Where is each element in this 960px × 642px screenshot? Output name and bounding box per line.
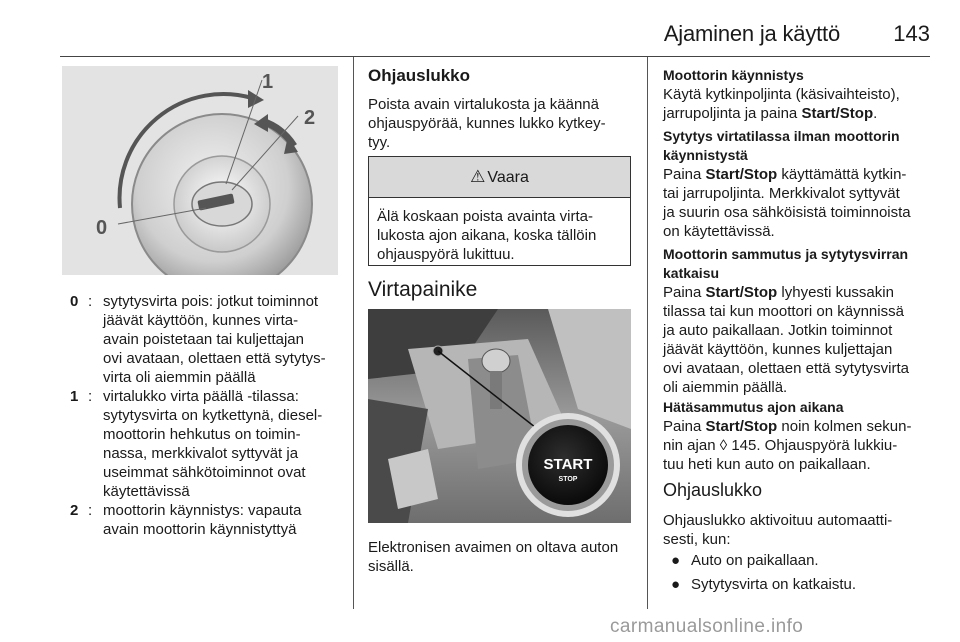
legend-colon: : — [88, 293, 93, 310]
text-line — [663, 283, 938, 302]
warning-line: ohjauspyörä lukittuu. — [377, 246, 515, 263]
legend-line: sytytysvirta pois: jotkut toiminnot — [103, 293, 319, 310]
page-reference-icon[interactable]: ◊ — [719, 437, 728, 454]
stop-button-label: STOP — [558, 476, 578, 483]
power-button-heading: Virtapainike — [368, 278, 478, 301]
warning-header — [369, 157, 630, 198]
text-span: Paina — [663, 284, 702, 301]
start-stop-console-photo — [368, 309, 631, 523]
text-span: noin kolmen sekun- — [781, 418, 912, 435]
text-line: ja auto paikallaan. Jotkin toiminnot — [663, 322, 893, 339]
paragraph-line: ohjauspyörää, kunnes lukko kytkey- — [368, 115, 606, 132]
ignition-no-engine-heading — [663, 127, 938, 165]
start-button-label: START — [543, 456, 593, 473]
text-line: oli aiemmin päällä. — [663, 379, 788, 396]
legend-line: sytytysvirta on kytkettynä, diesel- — [103, 407, 323, 424]
legend-line: avain poistetaan tai kuljettajan — [103, 331, 304, 348]
text-line: jäävät käyttöön, kunnes kuljettajan — [663, 341, 893, 358]
legend-line: avain moottorin käynnistyttyä — [103, 521, 297, 538]
engine-start-text — [663, 85, 933, 123]
ignition-label-0: 0 — [96, 217, 108, 239]
column-divider-right — [647, 57, 648, 609]
legend-description — [103, 387, 343, 501]
steering-lock-heading: Ohjauslukko — [368, 66, 471, 85]
legend-line: nassa, merkkivalot syttyvät ja — [103, 445, 299, 462]
text-span: käyttämättä kytkin- — [781, 166, 907, 183]
page-number: 143 — [893, 21, 930, 46]
engine-start-heading: Moottorin käynnistys — [663, 67, 804, 83]
text-line: ovi avataan, olettaen että sytytysvirta — [663, 360, 909, 377]
text-span: Paina — [663, 418, 702, 435]
heading-line: käynnistystä — [663, 147, 748, 163]
start-stop-term: Start/Stop — [705, 166, 778, 183]
console-caption — [368, 538, 638, 576]
text-line — [663, 417, 938, 436]
caption-line: Elektronisen avaimen on oltava auton — [368, 539, 619, 556]
legend-description — [103, 501, 343, 539]
legend-line: virtalukko virta päällä -tilassa: — [103, 388, 299, 405]
legend-line: jäävät käyttöön, kunnes virta- — [103, 312, 299, 329]
legend-description — [103, 292, 343, 387]
text-span: lyhyesti kussakin — [781, 284, 894, 301]
legend-line: virta oli aiemmin päällä — [103, 369, 256, 386]
header-divider — [60, 56, 930, 57]
heading-line: Sytytys virtatilassa ilman moottorin — [663, 128, 900, 144]
heading-line: Moottorin sammutus ja sytytysvirran — [663, 246, 909, 262]
start-stop-term: Start/Stop — [705, 284, 778, 301]
text-line: tai jarrupoljinta. Merkkivalot syttyvät — [663, 185, 900, 202]
ignition-switch-illustration — [62, 66, 338, 275]
caption-line: sisällä. — [368, 558, 414, 575]
ignition-label-1: 1 — [262, 71, 274, 93]
legend-colon: : — [88, 388, 93, 405]
emergency-shutdown-heading: Hätäsammutus ajon aikana — [663, 399, 844, 415]
text-line: tuu heti kun auto on paikallaan. — [663, 456, 871, 473]
paragraph-line: tyy. — [368, 134, 391, 151]
engine-off-text — [663, 283, 938, 397]
warning-icon: ⚠ — [470, 167, 486, 186]
text-line: sesti, kun: — [663, 531, 731, 548]
text-span: Paina — [663, 166, 702, 183]
heading-line: katkaisu — [663, 265, 720, 281]
text-line — [663, 436, 938, 455]
text-line — [663, 165, 938, 184]
warning-title: Vaara — [487, 169, 529, 186]
warning-box — [368, 156, 631, 266]
legend-number: 2 — [70, 502, 79, 519]
legend-number: 0 — [70, 293, 79, 310]
legend-line: käytettävissä — [103, 483, 190, 500]
legend-line: ovi avataan, olettaen että sytytys- — [103, 350, 326, 367]
ignition-no-engine-text — [663, 165, 938, 241]
text-span: jarrupoljinta ja paina — [663, 105, 798, 122]
bullet-icon: ● — [671, 576, 681, 593]
ignition-label-2: 2 — [304, 107, 316, 129]
text-line — [663, 104, 933, 123]
page-header-title: Ajaminen ja käyttö — [663, 21, 840, 46]
steering-lock-auto-heading: Ohjauslukko — [663, 480, 763, 500]
legend-line: moottorin käynnistys: vapauta — [103, 502, 302, 519]
warning-body — [369, 198, 630, 264]
ignition-switch-drawing — [62, 66, 338, 275]
start-stop-term: Start/Stop — [705, 418, 778, 435]
bullet-icon: ● — [671, 552, 681, 569]
text-line: Ohjauslukko aktivoituu automaatti- — [663, 512, 893, 529]
legend-line: moottorin hehkutus on toimin- — [103, 426, 301, 443]
warning-line: Älä koskaan poista avainta virta- — [377, 208, 593, 225]
text-line: tilassa tai kun moottori on käynnissä — [663, 303, 904, 320]
legend-colon: : — [88, 502, 93, 519]
text-line: on käytettävissä. — [663, 223, 775, 240]
console-drawing — [368, 309, 631, 523]
column-divider-left — [353, 57, 354, 609]
watermark: carmanualsonline.info — [610, 616, 804, 637]
steering-lock-auto-text — [663, 511, 938, 549]
text-span: . — [873, 105, 878, 122]
engine-off-heading — [663, 245, 938, 283]
bullet-text: Auto on paikallaan. — [691, 552, 819, 569]
start-stop-term: Start/Stop — [801, 105, 874, 122]
warning-line: lukosta ajon aikana, koska tällöin — [377, 227, 597, 244]
emergency-shutdown-text — [663, 417, 938, 474]
steering-lock-paragraph — [368, 95, 633, 152]
legend-line: useimmat sähkötoiminnot ovat — [103, 464, 306, 481]
bullet-text: Sytytysvirta on katkaistu. — [691, 576, 857, 593]
text-span: nin ajan — [663, 437, 716, 454]
text-line: ja suurin osa sähköisistä toiminnoista — [663, 204, 911, 221]
paragraph-line: Poista avain virtalukosta ja käännä — [368, 96, 599, 113]
legend-number: 1 — [70, 388, 79, 405]
text-line: Käytä kytkinpoljinta (käsivaihteisto), — [663, 86, 900, 103]
text-span: 145. Ohjauspyörä lukkiu- — [731, 437, 898, 454]
